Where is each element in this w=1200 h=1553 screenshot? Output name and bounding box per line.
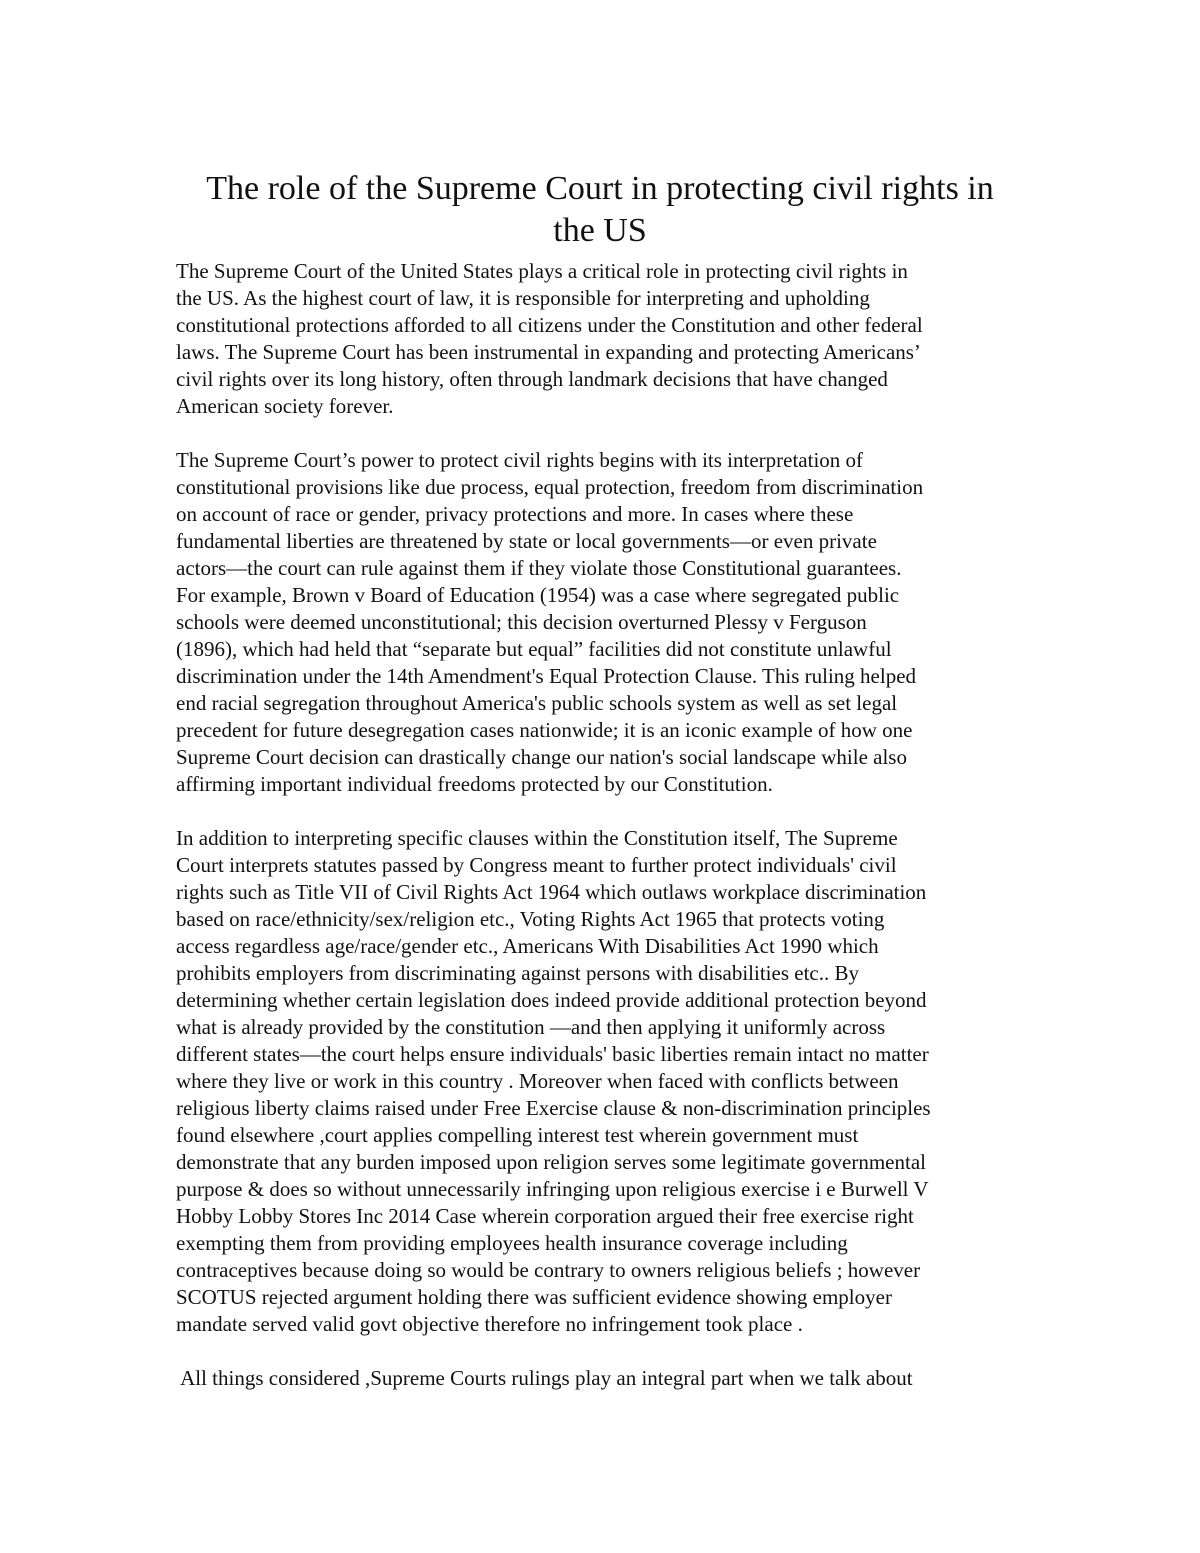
text-line: what is already provided by the constitution —and then applying it uniformly across <box>176 1015 886 1039</box>
page-title <box>150 168 1050 252</box>
paragraph-conclusion <box>176 1365 1036 1392</box>
text-line: end racial segregation throughout America's public schools system as well as set legal <box>176 691 898 715</box>
text-line: contraceptives because doing so would be contrary to owners religious beliefs ; however <box>176 1258 921 1282</box>
text-line: All things considered ,Supreme Courts rulings play an integral part when we talk about <box>176 1366 913 1390</box>
paragraph-spacer <box>176 420 1036 447</box>
text-line: Supreme Court decision can drastically change our nation's social landscape while also <box>176 745 907 769</box>
text-line: the US. As the highest court of law, it is responsible for interpreting and upholding <box>176 286 870 310</box>
document-body <box>176 258 1036 1392</box>
text-line: American society forever. <box>176 394 394 418</box>
text-line: civil rights over its long history, often through landmark decisions that have changed <box>176 367 888 391</box>
text-line: constitutional protections afforded to all citizens under the Constitution and other federal <box>176 313 923 337</box>
text-line: on account of race or gender, privacy protections and more. In cases where these <box>176 502 854 526</box>
title-line: The role of the Supreme Court in protecting civil rights in <box>206 170 994 207</box>
text-line: The Supreme Court of the United States plays a critical role in protecting civil rights in <box>176 259 908 283</box>
text-line: (1896), which had held that “separate but equal” facilities did not constitute unlawful <box>176 637 892 661</box>
paragraph-constitutional-interpretation <box>176 447 1036 798</box>
text-line: affirming important individual freedoms protected by our Constitution. <box>176 772 773 796</box>
text-line: constitutional provisions like due process, equal protection, freedom from discrimination <box>176 475 924 499</box>
text-line: Court interprets statutes passed by Congress meant to further protect individuals' civil <box>176 853 897 877</box>
text-line: religious liberty claims raised under Free Exercise clause & non-discrimination principles <box>176 1096 931 1120</box>
text-line: determining whether certain legislation does indeed provide additional protection beyond <box>176 988 927 1012</box>
text-line: The Supreme Court’s power to protect civil rights begins with its interpretation of <box>176 448 864 472</box>
text-line: schools were deemed unconstitutional; this decision overturned Plessy v Ferguson <box>176 610 867 634</box>
text-line: fundamental liberties are threatened by state or local governments—or even private <box>176 529 877 553</box>
text-line: For example, Brown v Board of Education (1954) was a case where segregated public <box>176 583 900 607</box>
text-line: actors—the court can rule against them if they violate those Constitutional guarantees. <box>176 556 902 580</box>
text-line: Hobby Lobby Stores Inc 2014 Case wherein corporation argued their free exercise right <box>176 1204 914 1228</box>
text-line: where they live or work in this country . Moreover when faced with conflicts between <box>176 1069 899 1093</box>
text-line: In addition to interpreting specific clauses within the Constitution itself, The Supreme <box>176 826 898 850</box>
text-line: purpose & does so without unnecessarily infringing upon religious exercise i e Burwell V <box>176 1177 929 1201</box>
paragraph-statutes <box>176 825 1036 1338</box>
text-line: SCOTUS rejected argument holding there was sufficient evidence showing employer <box>176 1285 892 1309</box>
text-line: mandate served valid govt objective therefore no infringement took place . <box>176 1312 803 1336</box>
paragraph-spacer <box>176 1338 1036 1365</box>
text-line: based on race/ethnicity/sex/religion etc., Voting Rights Act 1965 that protects voting <box>176 907 885 931</box>
text-line: found elsewhere ,court applies compelling interest test wherein government must <box>176 1123 859 1147</box>
text-line: access regardless age/race/gender etc., Americans With Disabilities Act 1990 which <box>176 934 879 958</box>
text-line: prohibits employers from discriminating against persons with disabilities etc.. By <box>176 961 859 985</box>
text-line: different states—the court helps ensure individuals' basic liberties remain intact no matter <box>176 1042 929 1066</box>
text-line: precedent for future desegregation cases nationwide; it is an iconic example of how one <box>176 718 913 742</box>
paragraph-spacer <box>176 798 1036 825</box>
text-line: laws. The Supreme Court has been instrumental in expanding and protecting Americans’ <box>176 340 921 364</box>
text-line: exempting them from providing employees health insurance coverage including <box>176 1231 848 1255</box>
title-line: the US <box>553 212 647 249</box>
paragraph-intro <box>176 258 1036 420</box>
text-line: rights such as Title VII of Civil Rights Act 1964 which outlaws workplace discrimination <box>176 880 927 904</box>
text-line: demonstrate that any burden imposed upon religion serves some legitimate governmental <box>176 1150 926 1174</box>
text-line: discrimination under the 14th Amendment's Equal Protection Clause. This ruling helped <box>176 664 917 688</box>
